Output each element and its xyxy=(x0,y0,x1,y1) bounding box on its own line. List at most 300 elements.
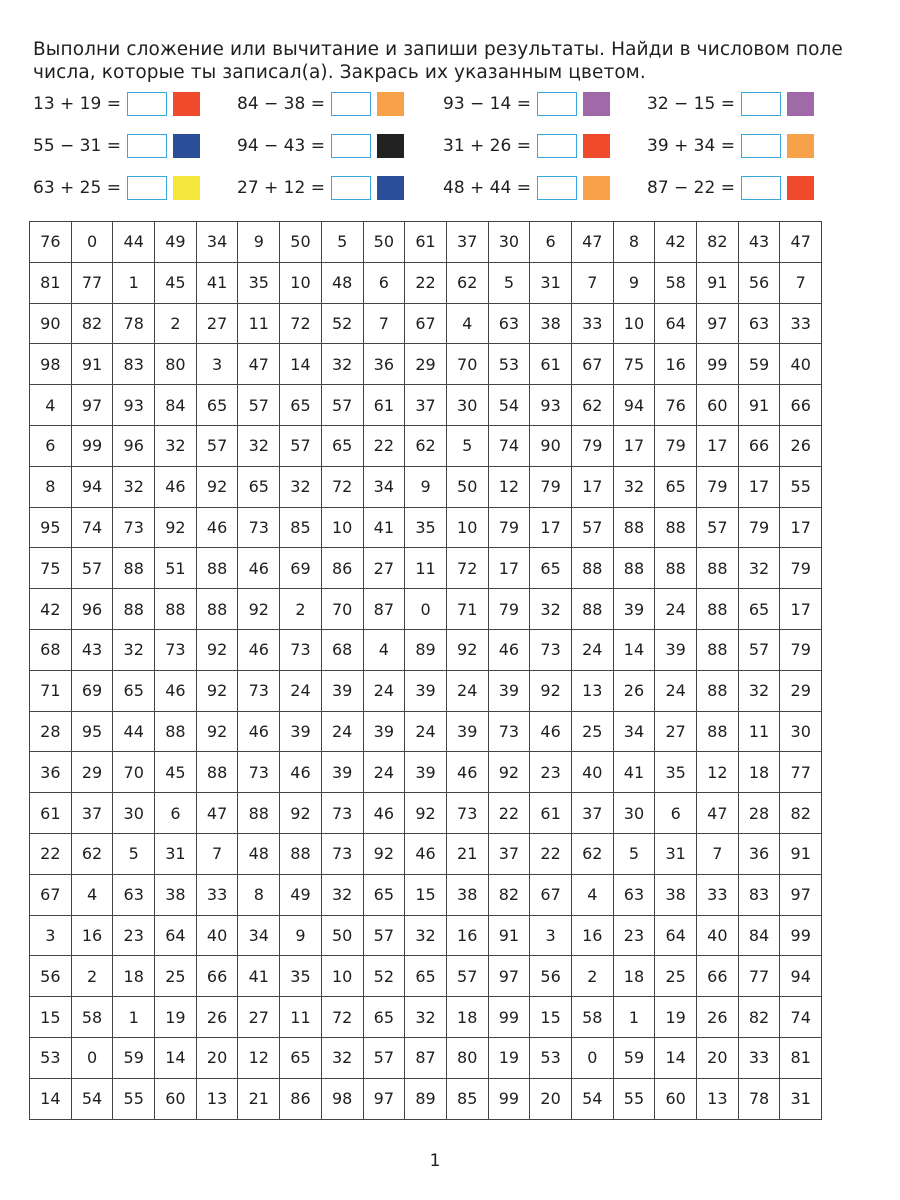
grid-cell[interactable]: 62 xyxy=(571,833,613,874)
grid-cell[interactable]: 97 xyxy=(363,1078,405,1119)
grid-cell[interactable]: 73 xyxy=(238,670,280,711)
grid-cell[interactable]: 2 xyxy=(155,303,197,344)
grid-cell[interactable]: 12 xyxy=(697,752,739,793)
grid-cell[interactable]: 41 xyxy=(196,262,238,303)
grid-cell[interactable]: 61 xyxy=(530,793,572,834)
grid-cell[interactable]: 23 xyxy=(530,752,572,793)
grid-cell[interactable]: 39 xyxy=(488,670,530,711)
grid-cell[interactable]: 32 xyxy=(155,425,197,466)
grid-cell[interactable]: 92 xyxy=(196,629,238,670)
grid-cell[interactable]: 25 xyxy=(655,956,697,997)
grid-cell[interactable]: 70 xyxy=(446,344,488,385)
grid-cell[interactable]: 42 xyxy=(655,222,697,263)
grid-cell[interactable]: 8 xyxy=(30,466,72,507)
grid-cell[interactable]: 92 xyxy=(530,670,572,711)
grid-cell[interactable]: 18 xyxy=(446,997,488,1038)
grid-cell[interactable]: 73 xyxy=(321,793,363,834)
grid-cell[interactable]: 6 xyxy=(655,793,697,834)
grid-cell[interactable]: 67 xyxy=(530,874,572,915)
grid-cell[interactable]: 59 xyxy=(113,1037,155,1078)
grid-cell[interactable]: 59 xyxy=(738,344,780,385)
grid-cell[interactable]: 43 xyxy=(738,222,780,263)
grid-cell[interactable]: 82 xyxy=(780,793,822,834)
answer-box[interactable] xyxy=(537,176,577,200)
grid-cell[interactable]: 24 xyxy=(280,670,322,711)
grid-cell[interactable]: 31 xyxy=(530,262,572,303)
grid-cell[interactable]: 41 xyxy=(363,507,405,548)
grid-cell[interactable]: 29 xyxy=(405,344,447,385)
grid-cell[interactable]: 73 xyxy=(446,793,488,834)
grid-cell[interactable]: 46 xyxy=(363,793,405,834)
grid-cell[interactable]: 56 xyxy=(30,956,72,997)
grid-cell[interactable]: 2 xyxy=(280,589,322,630)
grid-cell[interactable]: 22 xyxy=(530,833,572,874)
answer-box[interactable] xyxy=(127,134,167,158)
grid-cell[interactable]: 97 xyxy=(697,303,739,344)
grid-cell[interactable]: 18 xyxy=(613,956,655,997)
grid-cell[interactable]: 33 xyxy=(780,303,822,344)
grid-cell[interactable]: 32 xyxy=(113,466,155,507)
grid-cell[interactable]: 27 xyxy=(238,997,280,1038)
grid-cell[interactable]: 78 xyxy=(113,303,155,344)
grid-cell[interactable]: 7 xyxy=(363,303,405,344)
grid-cell[interactable]: 79 xyxy=(530,466,572,507)
grid-cell[interactable]: 7 xyxy=(571,262,613,303)
grid-cell[interactable]: 57 xyxy=(196,425,238,466)
grid-cell[interactable]: 37 xyxy=(446,222,488,263)
grid-cell[interactable]: 88 xyxy=(113,589,155,630)
grid-cell[interactable]: 47 xyxy=(780,222,822,263)
grid-cell[interactable]: 9 xyxy=(613,262,655,303)
grid-cell[interactable]: 61 xyxy=(363,385,405,426)
grid-cell[interactable]: 20 xyxy=(530,1078,572,1119)
grid-cell[interactable]: 6 xyxy=(155,793,197,834)
grid-cell[interactable]: 88 xyxy=(571,548,613,589)
grid-cell[interactable]: 47 xyxy=(571,222,613,263)
grid-cell[interactable]: 93 xyxy=(113,385,155,426)
grid-cell[interactable]: 11 xyxy=(280,997,322,1038)
grid-cell[interactable]: 88 xyxy=(280,833,322,874)
grid-cell[interactable]: 61 xyxy=(405,222,447,263)
grid-cell[interactable]: 24 xyxy=(655,670,697,711)
grid-cell[interactable]: 80 xyxy=(155,344,197,385)
grid-cell[interactable]: 73 xyxy=(530,629,572,670)
grid-cell[interactable]: 3 xyxy=(30,915,72,956)
grid-cell[interactable]: 57 xyxy=(321,385,363,426)
grid-cell[interactable]: 55 xyxy=(113,1078,155,1119)
grid-cell[interactable]: 47 xyxy=(697,793,739,834)
grid-cell[interactable]: 62 xyxy=(405,425,447,466)
grid-cell[interactable]: 31 xyxy=(155,833,197,874)
grid-cell[interactable]: 64 xyxy=(155,915,197,956)
grid-cell[interactable]: 81 xyxy=(780,1037,822,1078)
grid-cell[interactable]: 24 xyxy=(363,670,405,711)
grid-cell[interactable]: 13 xyxy=(196,1078,238,1119)
answer-box[interactable] xyxy=(537,92,577,116)
grid-cell[interactable]: 18 xyxy=(113,956,155,997)
grid-cell[interactable]: 24 xyxy=(405,711,447,752)
grid-cell[interactable]: 49 xyxy=(155,222,197,263)
grid-cell[interactable]: 2 xyxy=(571,956,613,997)
grid-cell[interactable]: 84 xyxy=(155,385,197,426)
grid-cell[interactable]: 40 xyxy=(780,344,822,385)
grid-cell[interactable]: 15 xyxy=(405,874,447,915)
grid-cell[interactable]: 7 xyxy=(697,833,739,874)
grid-cell[interactable]: 39 xyxy=(321,670,363,711)
grid-cell[interactable]: 67 xyxy=(30,874,72,915)
grid-cell[interactable]: 58 xyxy=(571,997,613,1038)
grid-cell[interactable]: 11 xyxy=(738,711,780,752)
grid-cell[interactable]: 80 xyxy=(446,1037,488,1078)
grid-cell[interactable]: 19 xyxy=(488,1037,530,1078)
grid-cell[interactable]: 88 xyxy=(196,548,238,589)
grid-cell[interactable]: 79 xyxy=(488,589,530,630)
grid-cell[interactable]: 14 xyxy=(155,1037,197,1078)
grid-cell[interactable]: 87 xyxy=(405,1037,447,1078)
grid-cell[interactable]: 65 xyxy=(113,670,155,711)
grid-cell[interactable]: 53 xyxy=(30,1037,72,1078)
grid-cell[interactable]: 77 xyxy=(738,956,780,997)
grid-cell[interactable]: 12 xyxy=(488,466,530,507)
grid-cell[interactable]: 62 xyxy=(71,833,113,874)
grid-cell[interactable]: 52 xyxy=(363,956,405,997)
grid-cell[interactable]: 25 xyxy=(155,956,197,997)
grid-cell[interactable]: 18 xyxy=(738,752,780,793)
grid-cell[interactable]: 32 xyxy=(321,344,363,385)
grid-cell[interactable]: 32 xyxy=(530,589,572,630)
grid-cell[interactable]: 33 xyxy=(697,874,739,915)
grid-cell[interactable]: 26 xyxy=(196,997,238,1038)
grid-cell[interactable]: 17 xyxy=(530,507,572,548)
grid-cell[interactable]: 63 xyxy=(613,874,655,915)
grid-cell[interactable]: 73 xyxy=(280,629,322,670)
grid-cell[interactable]: 10 xyxy=(280,262,322,303)
grid-cell[interactable]: 60 xyxy=(697,385,739,426)
grid-cell[interactable]: 75 xyxy=(613,344,655,385)
grid-cell[interactable]: 46 xyxy=(405,833,447,874)
grid-cell[interactable]: 64 xyxy=(655,303,697,344)
grid-cell[interactable]: 73 xyxy=(238,507,280,548)
grid-cell[interactable]: 0 xyxy=(405,589,447,630)
grid-cell[interactable]: 39 xyxy=(363,711,405,752)
grid-cell[interactable]: 9 xyxy=(405,466,447,507)
grid-cell[interactable]: 3 xyxy=(196,344,238,385)
grid-cell[interactable]: 88 xyxy=(571,589,613,630)
grid-cell[interactable]: 62 xyxy=(446,262,488,303)
grid-cell[interactable]: 79 xyxy=(697,466,739,507)
grid-cell[interactable]: 55 xyxy=(613,1078,655,1119)
grid-cell[interactable]: 10 xyxy=(613,303,655,344)
grid-cell[interactable]: 72 xyxy=(321,997,363,1038)
grid-cell[interactable]: 99 xyxy=(488,997,530,1038)
grid-cell[interactable]: 17 xyxy=(571,466,613,507)
grid-cell[interactable]: 82 xyxy=(71,303,113,344)
grid-cell[interactable]: 29 xyxy=(780,670,822,711)
grid-cell[interactable]: 41 xyxy=(613,752,655,793)
grid-cell[interactable]: 46 xyxy=(238,711,280,752)
grid-cell[interactable]: 5 xyxy=(113,833,155,874)
grid-cell[interactable]: 85 xyxy=(280,507,322,548)
grid-cell[interactable]: 33 xyxy=(196,874,238,915)
grid-cell[interactable]: 38 xyxy=(155,874,197,915)
grid-cell[interactable]: 58 xyxy=(655,262,697,303)
grid-cell[interactable]: 11 xyxy=(405,548,447,589)
grid-cell[interactable]: 17 xyxy=(697,425,739,466)
grid-cell[interactable]: 70 xyxy=(321,589,363,630)
grid-cell[interactable]: 16 xyxy=(655,344,697,385)
grid-cell[interactable]: 39 xyxy=(321,752,363,793)
grid-cell[interactable]: 82 xyxy=(488,874,530,915)
grid-cell[interactable]: 65 xyxy=(321,425,363,466)
grid-cell[interactable]: 54 xyxy=(571,1078,613,1119)
grid-cell[interactable]: 61 xyxy=(30,793,72,834)
grid-cell[interactable]: 88 xyxy=(196,589,238,630)
grid-cell[interactable]: 44 xyxy=(113,222,155,263)
grid-cell[interactable]: 38 xyxy=(530,303,572,344)
grid-cell[interactable]: 24 xyxy=(571,629,613,670)
grid-cell[interactable]: 19 xyxy=(155,997,197,1038)
grid-cell[interactable]: 88 xyxy=(697,589,739,630)
grid-cell[interactable]: 26 xyxy=(697,997,739,1038)
grid-cell[interactable]: 57 xyxy=(238,385,280,426)
grid-cell[interactable]: 34 xyxy=(613,711,655,752)
grid-cell[interactable]: 66 xyxy=(697,956,739,997)
grid-cell[interactable]: 99 xyxy=(697,344,739,385)
grid-cell[interactable]: 94 xyxy=(780,956,822,997)
grid-cell[interactable]: 75 xyxy=(30,548,72,589)
grid-cell[interactable]: 87 xyxy=(363,589,405,630)
grid-cell[interactable]: 39 xyxy=(280,711,322,752)
grid-cell[interactable]: 56 xyxy=(738,262,780,303)
grid-cell[interactable]: 88 xyxy=(613,507,655,548)
grid-cell[interactable]: 65 xyxy=(196,385,238,426)
grid-cell[interactable]: 22 xyxy=(405,262,447,303)
grid-cell[interactable]: 13 xyxy=(571,670,613,711)
grid-cell[interactable]: 15 xyxy=(530,997,572,1038)
grid-cell[interactable]: 50 xyxy=(280,222,322,263)
grid-cell[interactable]: 88 xyxy=(697,629,739,670)
grid-cell[interactable]: 40 xyxy=(697,915,739,956)
grid-cell[interactable]: 90 xyxy=(30,303,72,344)
grid-cell[interactable]: 51 xyxy=(155,548,197,589)
grid-cell[interactable]: 92 xyxy=(280,793,322,834)
grid-cell[interactable]: 46 xyxy=(280,752,322,793)
grid-cell[interactable]: 26 xyxy=(613,670,655,711)
grid-cell[interactable]: 56 xyxy=(530,956,572,997)
grid-cell[interactable]: 6 xyxy=(363,262,405,303)
grid-cell[interactable]: 41 xyxy=(238,956,280,997)
grid-cell[interactable]: 86 xyxy=(321,548,363,589)
grid-cell[interactable]: 1 xyxy=(113,997,155,1038)
grid-cell[interactable]: 79 xyxy=(488,507,530,548)
grid-cell[interactable]: 67 xyxy=(405,303,447,344)
grid-cell[interactable]: 48 xyxy=(321,262,363,303)
grid-cell[interactable]: 7 xyxy=(196,833,238,874)
grid-cell[interactable]: 97 xyxy=(488,956,530,997)
grid-cell[interactable]: 67 xyxy=(571,344,613,385)
grid-cell[interactable]: 29 xyxy=(71,752,113,793)
grid-cell[interactable]: 92 xyxy=(238,589,280,630)
grid-cell[interactable]: 77 xyxy=(780,752,822,793)
grid-cell[interactable]: 35 xyxy=(655,752,697,793)
grid-cell[interactable]: 60 xyxy=(655,1078,697,1119)
grid-cell[interactable]: 22 xyxy=(488,793,530,834)
grid-cell[interactable]: 82 xyxy=(697,222,739,263)
grid-cell[interactable]: 50 xyxy=(363,222,405,263)
grid-cell[interactable]: 0 xyxy=(571,1037,613,1078)
grid-cell[interactable]: 91 xyxy=(488,915,530,956)
grid-cell[interactable]: 32 xyxy=(238,425,280,466)
grid-cell[interactable]: 97 xyxy=(71,385,113,426)
grid-cell[interactable]: 92 xyxy=(405,793,447,834)
grid-cell[interactable]: 97 xyxy=(780,874,822,915)
grid-cell[interactable]: 76 xyxy=(30,222,72,263)
grid-cell[interactable]: 32 xyxy=(738,548,780,589)
grid-cell[interactable]: 24 xyxy=(446,670,488,711)
grid-cell[interactable]: 78 xyxy=(738,1078,780,1119)
grid-cell[interactable]: 8 xyxy=(613,222,655,263)
grid-cell[interactable]: 91 xyxy=(71,344,113,385)
grid-cell[interactable]: 81 xyxy=(30,262,72,303)
grid-cell[interactable]: 90 xyxy=(530,425,572,466)
grid-cell[interactable]: 10 xyxy=(321,956,363,997)
grid-cell[interactable]: 66 xyxy=(738,425,780,466)
grid-cell[interactable]: 92 xyxy=(155,507,197,548)
grid-cell[interactable]: 7 xyxy=(780,262,822,303)
answer-box[interactable] xyxy=(127,92,167,116)
grid-cell[interactable]: 49 xyxy=(280,874,322,915)
grid-cell[interactable]: 47 xyxy=(238,344,280,385)
grid-cell[interactable]: 17 xyxy=(780,507,822,548)
grid-cell[interactable]: 88 xyxy=(155,711,197,752)
grid-cell[interactable]: 96 xyxy=(113,425,155,466)
grid-cell[interactable]: 58 xyxy=(71,997,113,1038)
grid-cell[interactable]: 68 xyxy=(321,629,363,670)
grid-cell[interactable]: 5 xyxy=(488,262,530,303)
grid-cell[interactable]: 32 xyxy=(321,1037,363,1078)
grid-cell[interactable]: 27 xyxy=(363,548,405,589)
grid-cell[interactable]: 31 xyxy=(780,1078,822,1119)
grid-cell[interactable]: 42 xyxy=(30,589,72,630)
grid-cell[interactable]: 6 xyxy=(530,222,572,263)
grid-cell[interactable]: 88 xyxy=(655,507,697,548)
grid-cell[interactable]: 17 xyxy=(738,466,780,507)
grid-cell[interactable]: 37 xyxy=(71,793,113,834)
grid-cell[interactable]: 4 xyxy=(363,629,405,670)
grid-cell[interactable]: 21 xyxy=(446,833,488,874)
grid-cell[interactable]: 0 xyxy=(71,1037,113,1078)
grid-cell[interactable]: 21 xyxy=(238,1078,280,1119)
grid-cell[interactable]: 57 xyxy=(697,507,739,548)
grid-cell[interactable]: 88 xyxy=(697,548,739,589)
grid-cell[interactable]: 10 xyxy=(321,507,363,548)
grid-cell[interactable]: 15 xyxy=(30,997,72,1038)
grid-cell[interactable]: 27 xyxy=(196,303,238,344)
grid-cell[interactable]: 9 xyxy=(238,222,280,263)
grid-cell[interactable]: 92 xyxy=(363,833,405,874)
grid-cell[interactable]: 5 xyxy=(321,222,363,263)
grid-cell[interactable]: 73 xyxy=(321,833,363,874)
grid-cell[interactable]: 71 xyxy=(446,589,488,630)
grid-cell[interactable]: 4 xyxy=(446,303,488,344)
grid-cell[interactable]: 94 xyxy=(613,385,655,426)
grid-cell[interactable]: 73 xyxy=(113,507,155,548)
grid-cell[interactable]: 17 xyxy=(780,589,822,630)
grid-cell[interactable]: 59 xyxy=(613,1037,655,1078)
grid-cell[interactable]: 20 xyxy=(697,1037,739,1078)
grid-cell[interactable]: 52 xyxy=(321,303,363,344)
grid-cell[interactable]: 46 xyxy=(488,629,530,670)
grid-cell[interactable]: 93 xyxy=(530,385,572,426)
grid-cell[interactable]: 6 xyxy=(30,425,72,466)
grid-cell[interactable]: 46 xyxy=(530,711,572,752)
grid-cell[interactable]: 79 xyxy=(655,425,697,466)
grid-cell[interactable]: 92 xyxy=(488,752,530,793)
grid-cell[interactable]: 36 xyxy=(738,833,780,874)
grid-cell[interactable]: 32 xyxy=(405,915,447,956)
grid-cell[interactable]: 69 xyxy=(71,670,113,711)
grid-cell[interactable]: 65 xyxy=(738,589,780,630)
grid-cell[interactable]: 95 xyxy=(30,507,72,548)
grid-cell[interactable]: 5 xyxy=(613,833,655,874)
grid-cell[interactable]: 65 xyxy=(280,385,322,426)
grid-cell[interactable]: 28 xyxy=(738,793,780,834)
grid-cell[interactable]: 40 xyxy=(196,915,238,956)
grid-cell[interactable]: 23 xyxy=(613,915,655,956)
grid-cell[interactable]: 83 xyxy=(738,874,780,915)
grid-cell[interactable]: 38 xyxy=(655,874,697,915)
grid-cell[interactable]: 99 xyxy=(780,915,822,956)
grid-cell[interactable]: 95 xyxy=(71,711,113,752)
grid-cell[interactable]: 63 xyxy=(738,303,780,344)
grid-cell[interactable]: 74 xyxy=(780,997,822,1038)
grid-cell[interactable]: 57 xyxy=(280,425,322,466)
answer-box[interactable] xyxy=(331,176,371,200)
grid-cell[interactable]: 46 xyxy=(196,507,238,548)
grid-cell[interactable]: 92 xyxy=(196,466,238,507)
grid-cell[interactable]: 37 xyxy=(405,385,447,426)
grid-cell[interactable]: 50 xyxy=(446,466,488,507)
grid-cell[interactable]: 39 xyxy=(446,711,488,752)
answer-box[interactable] xyxy=(537,134,577,158)
grid-cell[interactable]: 4 xyxy=(571,874,613,915)
grid-cell[interactable]: 43 xyxy=(71,629,113,670)
grid-cell[interactable]: 89 xyxy=(405,1078,447,1119)
grid-cell[interactable]: 65 xyxy=(530,548,572,589)
grid-cell[interactable]: 3 xyxy=(530,915,572,956)
grid-cell[interactable]: 73 xyxy=(488,711,530,752)
grid-cell[interactable]: 88 xyxy=(238,793,280,834)
grid-cell[interactable]: 77 xyxy=(71,262,113,303)
grid-cell[interactable]: 9 xyxy=(280,915,322,956)
grid-cell[interactable]: 72 xyxy=(280,303,322,344)
grid-cell[interactable]: 91 xyxy=(780,833,822,874)
grid-cell[interactable]: 35 xyxy=(280,956,322,997)
grid-cell[interactable]: 85 xyxy=(446,1078,488,1119)
grid-cell[interactable]: 60 xyxy=(155,1078,197,1119)
grid-cell[interactable]: 94 xyxy=(71,466,113,507)
grid-cell[interactable]: 37 xyxy=(571,793,613,834)
answer-box[interactable] xyxy=(331,92,371,116)
grid-cell[interactable]: 14 xyxy=(613,629,655,670)
grid-cell[interactable]: 30 xyxy=(446,385,488,426)
grid-cell[interactable]: 88 xyxy=(613,548,655,589)
grid-cell[interactable]: 32 xyxy=(738,670,780,711)
grid-cell[interactable]: 35 xyxy=(405,507,447,548)
grid-cell[interactable]: 30 xyxy=(113,793,155,834)
grid-cell[interactable]: 53 xyxy=(488,344,530,385)
grid-cell[interactable]: 50 xyxy=(321,915,363,956)
